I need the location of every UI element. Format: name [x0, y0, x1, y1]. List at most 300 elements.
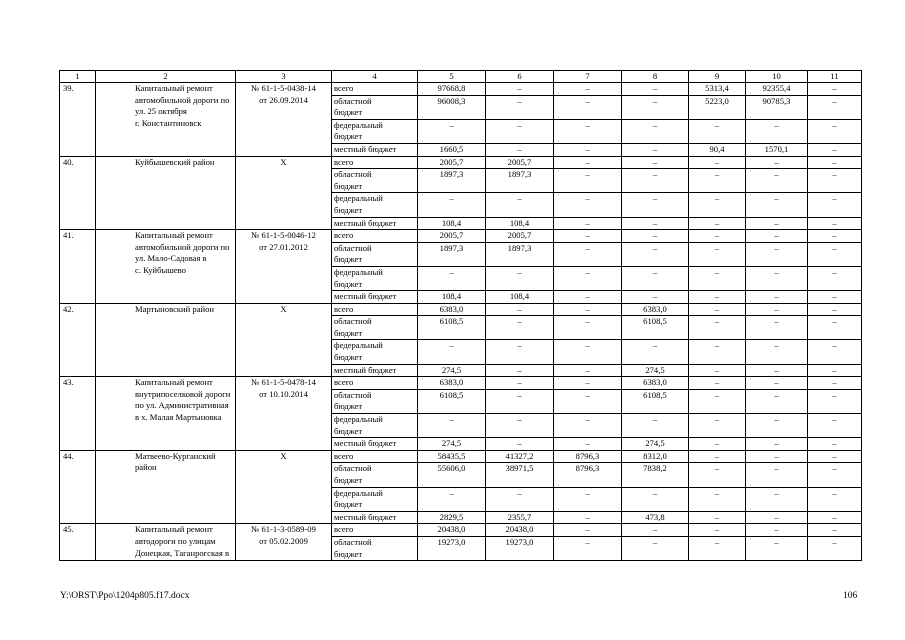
value-cell: – [418, 119, 486, 143]
funding-source-line: бюджет [334, 204, 363, 215]
funding-source-line: местный бюджет [334, 217, 397, 228]
value-cell: – [689, 217, 746, 230]
value-cell: – [554, 303, 622, 316]
value-cell: – [746, 524, 808, 537]
object-name-cell [96, 450, 236, 524]
value-cell: – [746, 487, 808, 511]
value-cell: – [746, 169, 808, 193]
value-cell: 96008,3 [418, 95, 486, 119]
funding-source-cell [332, 487, 418, 511]
value-cell: – [808, 511, 862, 524]
value-cell: 473,8 [622, 511, 689, 524]
value-cell: 2355,7 [486, 511, 554, 524]
value-cell: – [418, 266, 486, 290]
value-cell: – [808, 377, 862, 390]
funding-source-cell [332, 340, 418, 364]
document-line: от 27.01.2012 [259, 241, 308, 252]
value-cell: – [622, 95, 689, 119]
value-cell: – [808, 217, 862, 230]
value-cell: – [554, 377, 622, 390]
value-cell: 8796,3 [554, 450, 622, 463]
value-cell: – [808, 524, 862, 537]
document-line: № 61-1-5-0478-14 [251, 377, 316, 388]
column-header: 9 [689, 71, 746, 83]
value-cell: – [554, 487, 622, 511]
funding-source-cell [332, 119, 418, 143]
value-cell: – [746, 119, 808, 143]
value-cell: 6108,5 [418, 389, 486, 413]
row-number: 45. [60, 524, 96, 561]
value-cell: 1897,3 [418, 242, 486, 266]
value-cell: – [486, 438, 554, 451]
funding-source-line: бюджет [334, 499, 363, 510]
value-cell: 38971,5 [486, 463, 554, 487]
value-cell: – [808, 316, 862, 340]
value-cell: 5223,0 [689, 95, 746, 119]
value-cell: – [746, 536, 808, 560]
value-cell: – [622, 266, 689, 290]
value-cell: 6108,5 [622, 389, 689, 413]
table-row [60, 156, 862, 169]
value-cell: – [808, 83, 862, 96]
value-cell: – [689, 156, 746, 169]
value-cell: – [622, 291, 689, 304]
value-cell: – [486, 340, 554, 364]
value-cell: 90,4 [689, 143, 746, 156]
value-cell: – [486, 119, 554, 143]
value-cell: – [486, 193, 554, 217]
funding-source-cell [332, 438, 418, 451]
value-cell: – [622, 169, 689, 193]
value-cell: – [689, 450, 746, 463]
value-cell: – [554, 83, 622, 96]
value-cell: 6383,0 [622, 303, 689, 316]
value-cell: 41327,2 [486, 450, 554, 463]
value-cell: – [689, 389, 746, 413]
value-cell: – [689, 536, 746, 560]
document-cell [236, 156, 332, 230]
value-cell: 58435,5 [418, 450, 486, 463]
object-name-line: автомобильной дороги по [135, 241, 230, 252]
funding-source-line: федеральный [334, 340, 383, 351]
column-header: 2 [96, 71, 236, 83]
funding-source-cell [332, 377, 418, 390]
funding-source-line: бюджет [334, 180, 363, 191]
funding-source-cell [332, 266, 418, 290]
funding-source-line: всего [334, 450, 354, 461]
value-cell: – [486, 303, 554, 316]
funding-source-line: всего [334, 524, 354, 535]
funding-source-line: областной [334, 169, 372, 180]
budget-table [59, 70, 862, 561]
value-cell: – [808, 438, 862, 451]
object-name-line: Матвеево-Курганский [135, 450, 216, 461]
value-cell: – [808, 169, 862, 193]
value-cell: – [554, 414, 622, 438]
value-cell: 97668,8 [418, 83, 486, 96]
value-cell: – [486, 266, 554, 290]
value-cell: – [554, 230, 622, 243]
value-cell: – [746, 364, 808, 377]
value-cell: – [746, 217, 808, 230]
funding-source-line: всего [334, 156, 354, 167]
object-name-line: Капитальный ремонт [135, 83, 213, 93]
value-cell: 1897,3 [486, 242, 554, 266]
funding-source-cell [332, 536, 418, 560]
value-cell: – [418, 487, 486, 511]
object-name-line: в х. Малая Мартыновка [135, 412, 222, 423]
value-cell: – [622, 193, 689, 217]
value-cell: – [554, 389, 622, 413]
value-cell: – [689, 230, 746, 243]
funding-source-line: областной [334, 536, 372, 547]
funding-source-line: местный бюджет [334, 291, 397, 302]
funding-source-line: областной [334, 95, 372, 106]
value-cell: – [622, 524, 689, 537]
value-cell: – [486, 487, 554, 511]
value-cell: – [689, 463, 746, 487]
column-header: 6 [486, 71, 554, 83]
funding-source-line: всего [334, 377, 354, 388]
value-cell: – [746, 291, 808, 304]
value-cell: – [554, 340, 622, 364]
value-cell: – [622, 119, 689, 143]
value-cell: – [554, 156, 622, 169]
value-cell: – [689, 303, 746, 316]
document-cell [236, 450, 332, 524]
value-cell: – [808, 450, 862, 463]
footer-file-path: Y:\ORST\Ppo\1204p805.f17.docx [60, 591, 190, 601]
value-cell: 108,4 [486, 291, 554, 304]
value-cell: – [622, 487, 689, 511]
column-header: 10 [746, 71, 808, 83]
object-name-line: автодороги по улицам [135, 535, 216, 546]
value-cell: – [486, 143, 554, 156]
value-cell: – [554, 217, 622, 230]
value-cell: 6383,0 [622, 377, 689, 390]
table-row [60, 230, 862, 243]
footer-page-number: 106 [843, 591, 858, 601]
object-name-line: Куйбышевский район [135, 156, 215, 167]
value-cell: – [622, 83, 689, 96]
document-line: № 61-1-5-0046-12 [251, 230, 316, 241]
value-cell: – [418, 193, 486, 217]
object-name-line: внутрипоселковой дороги [135, 388, 231, 399]
value-cell: – [486, 95, 554, 119]
document-cell [236, 524, 332, 561]
funding-source-line: федеральный [334, 487, 383, 498]
value-cell: – [746, 316, 808, 340]
value-cell: – [746, 438, 808, 451]
funding-source-cell [332, 242, 418, 266]
funding-source-line: федеральный [334, 119, 383, 130]
funding-source-line: бюджет [334, 278, 363, 289]
object-name-cell [96, 156, 236, 230]
value-cell: 1660,5 [418, 143, 486, 156]
value-cell: – [689, 438, 746, 451]
value-cell: – [622, 143, 689, 156]
value-cell: – [808, 95, 862, 119]
funding-source-cell [332, 303, 418, 316]
value-cell: 6383,0 [418, 303, 486, 316]
value-cell: – [622, 156, 689, 169]
value-cell: – [486, 316, 554, 340]
header-row [60, 71, 862, 83]
value-cell: – [554, 266, 622, 290]
funding-source-cell [332, 524, 418, 537]
document-line: от 10.10.2014 [259, 388, 308, 399]
value-cell: 8312,0 [622, 450, 689, 463]
funding-source-cell [332, 414, 418, 438]
value-cell: – [689, 364, 746, 377]
value-cell: – [808, 364, 862, 377]
value-cell: – [622, 340, 689, 364]
value-cell: 2829,5 [418, 511, 486, 524]
funding-source-cell [332, 463, 418, 487]
funding-source-line: всего [334, 230, 354, 241]
value-cell: – [689, 193, 746, 217]
value-cell: – [689, 524, 746, 537]
value-cell: – [808, 119, 862, 143]
value-cell: – [486, 364, 554, 377]
funding-source-line: бюджет [334, 352, 363, 363]
value-cell: 274,5 [622, 438, 689, 451]
value-cell: – [554, 364, 622, 377]
value-cell: – [746, 463, 808, 487]
value-cell: – [808, 536, 862, 560]
row-number: 40. [60, 156, 96, 230]
value-cell: – [554, 511, 622, 524]
value-cell: – [486, 377, 554, 390]
table-row [60, 450, 862, 463]
funding-source-cell [332, 511, 418, 524]
value-cell: 6108,5 [622, 316, 689, 340]
value-cell: – [808, 340, 862, 364]
value-cell: – [808, 143, 862, 156]
value-cell: – [746, 450, 808, 463]
value-cell: – [746, 511, 808, 524]
value-cell: 19273,0 [418, 536, 486, 560]
object-name-cell [96, 83, 236, 157]
object-name-line: автомобильной дороги по [135, 94, 230, 105]
funding-source-line: местный бюджет [334, 511, 397, 522]
value-cell: 6108,5 [418, 316, 486, 340]
value-cell: 2005,7 [486, 156, 554, 169]
value-cell: – [746, 193, 808, 217]
row-number: 39. [60, 83, 96, 157]
value-cell: 20438,0 [486, 524, 554, 537]
document-cell [236, 83, 332, 157]
table-row [60, 83, 862, 96]
funding-source-cell [332, 291, 418, 304]
document-line: № 61-1-3-0589-09 [251, 524, 316, 535]
funding-source-line: областной [334, 389, 372, 400]
value-cell: 2005,7 [486, 230, 554, 243]
table-row [60, 524, 862, 537]
document-line: от 26.09.2014 [259, 94, 308, 105]
value-cell: 6383,0 [418, 377, 486, 390]
document-cell [236, 377, 332, 451]
value-cell: – [746, 414, 808, 438]
value-cell: 5313,4 [689, 83, 746, 96]
funding-source-cell [332, 230, 418, 243]
value-cell: – [689, 511, 746, 524]
object-name-cell [96, 230, 236, 304]
value-cell: – [689, 414, 746, 438]
value-cell: 274,5 [418, 438, 486, 451]
value-cell: – [746, 377, 808, 390]
object-name-line: г. Константиновск [135, 117, 202, 128]
value-cell: – [689, 266, 746, 290]
document-line: Х [280, 156, 287, 167]
value-cell: – [689, 169, 746, 193]
value-cell: 92355,4 [746, 83, 808, 96]
funding-source-line: бюджет [334, 254, 363, 265]
object-name-cell [96, 377, 236, 451]
value-cell: – [746, 242, 808, 266]
value-cell: – [689, 487, 746, 511]
object-name-cell [96, 303, 236, 377]
table-row [60, 377, 862, 390]
funding-source-line: областной [334, 463, 372, 474]
funding-source-cell [332, 143, 418, 156]
object-name-line: ул. Мало-Садовая в [135, 253, 207, 264]
value-cell: – [554, 524, 622, 537]
funding-source-cell [332, 217, 418, 230]
document-line: Х [280, 450, 287, 461]
value-cell: – [808, 242, 862, 266]
value-cell: – [746, 230, 808, 243]
document-line: № 61-1-5-0438-14 [251, 83, 316, 93]
funding-source-cell [332, 95, 418, 119]
value-cell: 19273,0 [486, 536, 554, 560]
row-number: 44. [60, 450, 96, 524]
value-cell: – [622, 536, 689, 560]
value-cell: 1570,1 [746, 143, 808, 156]
table-row [60, 303, 862, 316]
value-cell: – [808, 487, 862, 511]
value-cell: – [418, 414, 486, 438]
object-name-line: район [135, 462, 157, 473]
value-cell: – [746, 389, 808, 413]
value-cell: – [808, 389, 862, 413]
value-cell: – [486, 389, 554, 413]
value-cell: – [808, 463, 862, 487]
funding-source-line: федеральный [334, 266, 383, 277]
funding-source-line: местный бюджет [334, 364, 397, 375]
value-cell: – [746, 303, 808, 316]
funding-source-cell [332, 169, 418, 193]
funding-source-cell [332, 450, 418, 463]
value-cell: – [554, 169, 622, 193]
funding-source-cell [332, 83, 418, 96]
value-cell: – [486, 414, 554, 438]
value-cell: 274,5 [622, 364, 689, 377]
object-name-cell [96, 524, 236, 561]
value-cell: 1897,3 [418, 169, 486, 193]
document-cell [236, 230, 332, 304]
value-cell: – [554, 536, 622, 560]
object-name-line: Капитальный ремонт [135, 377, 213, 388]
column-header: 8 [622, 71, 689, 83]
value-cell: – [554, 242, 622, 266]
funding-source-line: федеральный [334, 193, 383, 204]
funding-source-line: бюджет [334, 401, 363, 412]
value-cell: – [808, 156, 862, 169]
funding-source-line: местный бюджет [334, 438, 397, 449]
value-cell: 2005,7 [418, 230, 486, 243]
column-header: 3 [236, 71, 332, 83]
value-cell: – [554, 119, 622, 143]
value-cell: – [622, 217, 689, 230]
object-name-line: Мартыновский район [135, 303, 215, 314]
funding-source-line: бюджет [334, 425, 363, 436]
object-name-line: Капитальный ремонт [135, 524, 213, 535]
column-header: 4 [332, 71, 418, 83]
object-name-line: Капитальный ремонт [135, 230, 213, 241]
value-cell: – [554, 95, 622, 119]
document-line: Х [280, 303, 287, 314]
row-number: 43. [60, 377, 96, 451]
funding-source-line: бюджет [334, 548, 363, 559]
funding-source-cell [332, 364, 418, 377]
value-cell: – [689, 291, 746, 304]
object-name-line: ул. 25 октября [135, 106, 187, 117]
funding-source-line: федеральный [334, 414, 383, 425]
value-cell: – [808, 193, 862, 217]
row-number: 42. [60, 303, 96, 377]
value-cell: – [554, 291, 622, 304]
value-cell: – [689, 340, 746, 364]
value-cell: – [808, 291, 862, 304]
funding-source-cell [332, 316, 418, 340]
value-cell: 108,4 [486, 217, 554, 230]
value-cell: – [689, 377, 746, 390]
funding-source-line: местный бюджет [334, 143, 397, 154]
value-cell: – [746, 340, 808, 364]
value-cell: – [746, 156, 808, 169]
object-name-line: по ул. Административная [135, 400, 229, 411]
column-header: 7 [554, 71, 622, 83]
value-cell: – [808, 230, 862, 243]
funding-source-cell [332, 156, 418, 169]
column-header: 1 [60, 71, 96, 83]
row-number: 41. [60, 230, 96, 304]
column-header: 5 [418, 71, 486, 83]
value-cell: 108,4 [418, 291, 486, 304]
object-name-line: Донецкая, Таганрогская в [135, 547, 230, 558]
value-cell: – [689, 242, 746, 266]
column-header: 11 [808, 71, 862, 83]
value-cell: 274,5 [418, 364, 486, 377]
object-name-line: с. Куйбышево [135, 264, 186, 275]
funding-source-cell [332, 389, 418, 413]
funding-source-line: бюджет [334, 131, 363, 142]
funding-source-line: всего [334, 83, 354, 93]
document-line: от 05.02.2009 [259, 535, 308, 546]
value-cell: – [689, 316, 746, 340]
value-cell: – [554, 143, 622, 156]
funding-source-line: бюджет [334, 327, 363, 338]
value-cell: 108,4 [418, 217, 486, 230]
value-cell: – [808, 266, 862, 290]
value-cell: – [554, 438, 622, 451]
document-cell [236, 303, 332, 377]
value-cell: – [689, 119, 746, 143]
funding-source-line: бюджет [334, 107, 363, 118]
funding-source-line: областной [334, 242, 372, 253]
funding-source-line: областной [334, 316, 372, 327]
